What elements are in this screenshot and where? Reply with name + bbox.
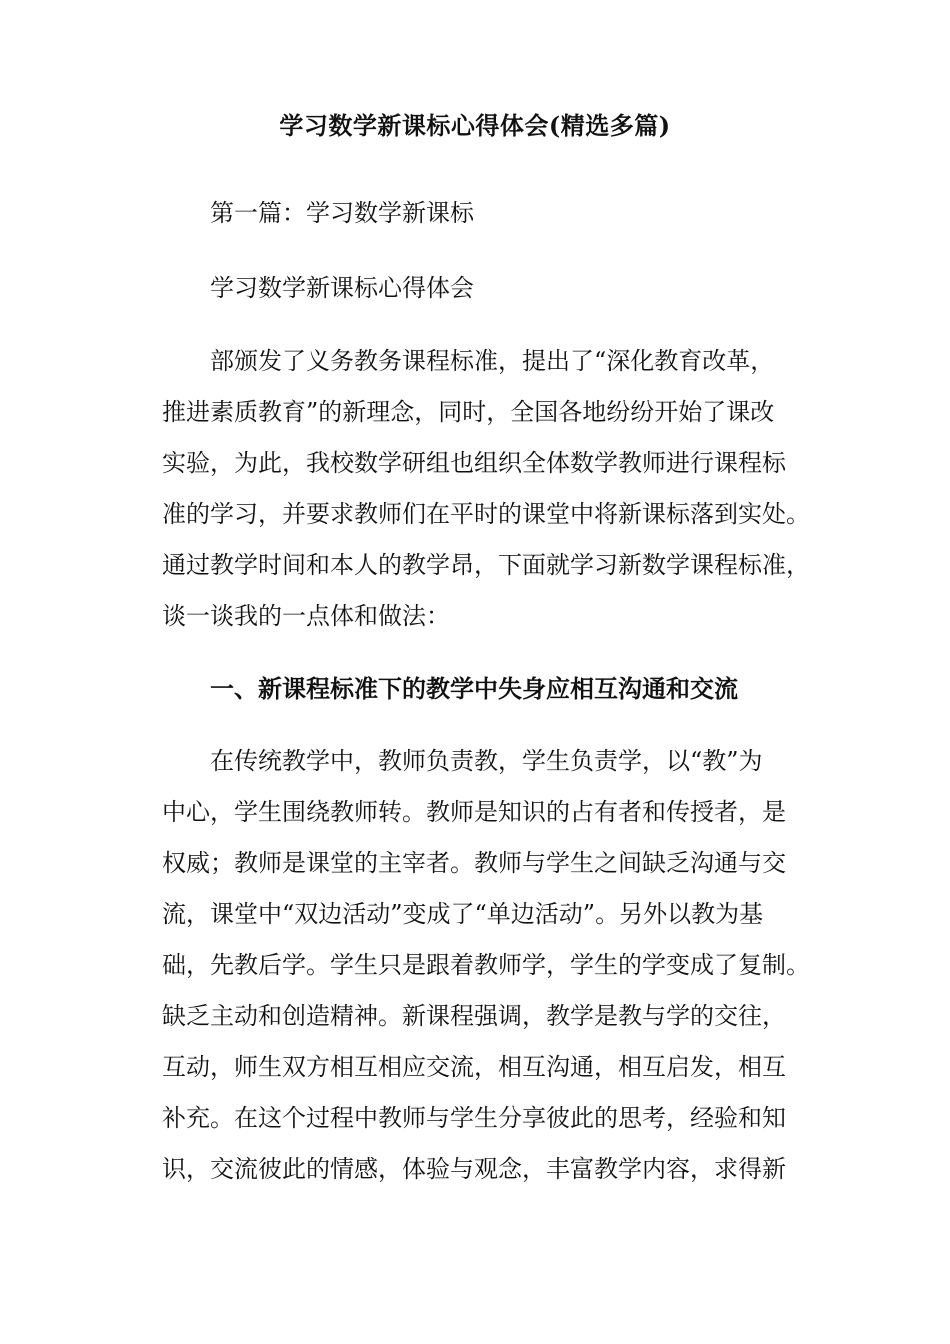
paragraph-line: 识，交流彼此的情感，体验与观念，丰富教学内容，求得新 bbox=[162, 1155, 786, 1183]
paragraph-line: 谈一谈我的一点体和做法： bbox=[162, 602, 450, 630]
sub-heading: 学习数学新课标心得体会 bbox=[210, 274, 474, 302]
paragraph-line: 中心，学生围绕教师转。教师是知识的占有者和传授者，是 bbox=[162, 798, 786, 826]
paragraph-line: 补充。在这个过程中教师与学生分享彼此的思考，经验和知 bbox=[162, 1104, 786, 1132]
paragraph-line: 推进素质教育”的新理念，同时，全国各地纷纷开始了课改 bbox=[162, 398, 775, 426]
paragraph-line: 缺乏主动和创造精神。新课程强调，教学是教与学的交往， bbox=[162, 1002, 786, 1030]
paragraph-line: 流，课堂中“双边活动”变成了“单边活动”。另外以教为基 bbox=[162, 900, 764, 928]
paragraph-line: 权威；教师是课堂的主宰者。教师与学生之间缺乏沟通与交 bbox=[162, 849, 786, 877]
paragraph-line: 互动，师生双方相互相应交流，相互沟通，相互启发，相互 bbox=[162, 1053, 786, 1081]
paragraph-line: 在传统教学中，教师负责教，学生负责学，以“教”为 bbox=[210, 747, 763, 775]
section-heading: 一、新课程标准下的教学中失身应相互沟通和交流 bbox=[210, 674, 738, 703]
paragraph-line: 实验，为此，我校数学研组也组织全体数学教师进行课程标 bbox=[162, 449, 786, 477]
paragraph-line: 础，先教后学。学生只是跟着教师学，学生的学变成了复制。 bbox=[162, 951, 810, 979]
document-title: 学习数学新课标心得体会(精选多篇) bbox=[279, 111, 671, 140]
paragraph-line: 通过教学时间和本人的教学昂，下面就学习新数学课程标准， bbox=[162, 551, 810, 579]
paragraph-line: 部颁发了义务教务课程标准，提出了“深化教育改革， bbox=[210, 347, 775, 375]
paragraph-line: 准的学习，并要求教师们在平时的课堂中将新课标落到实处。 bbox=[162, 500, 810, 528]
part-heading: 第一篇：学习数学新课标 bbox=[210, 199, 474, 227]
